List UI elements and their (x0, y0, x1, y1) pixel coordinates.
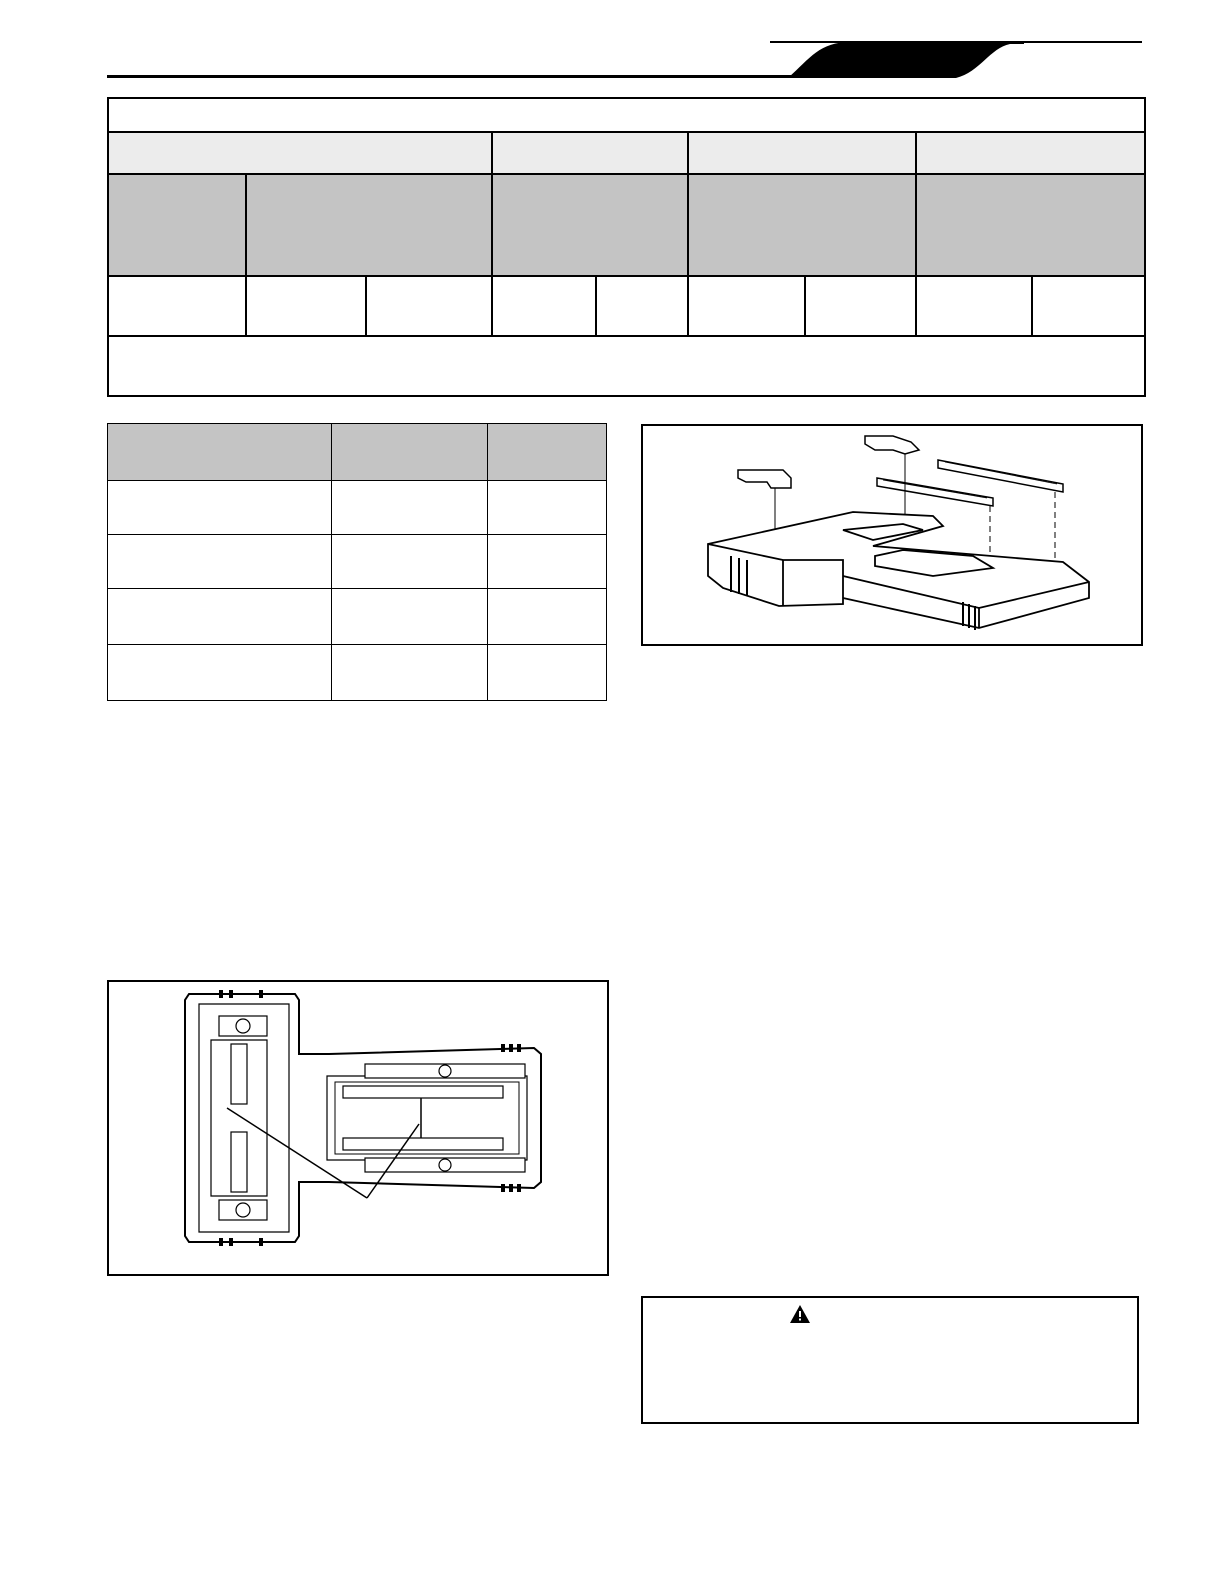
table-cell (366, 276, 492, 336)
column-header (492, 174, 688, 276)
group-header (916, 132, 1145, 174)
table-cell (332, 645, 488, 701)
table-cell (688, 276, 805, 336)
table-cell (488, 535, 607, 589)
table-cell (488, 645, 607, 701)
table-cell (916, 276, 1032, 336)
parts-table (107, 423, 607, 701)
group-header (492, 132, 688, 174)
table-cell (1032, 276, 1145, 336)
table-cell (332, 589, 488, 645)
table-row (108, 481, 607, 535)
warning-triangle-icon (789, 1304, 811, 1324)
column-header (108, 424, 332, 481)
table-row (108, 535, 607, 589)
table-cell (108, 276, 246, 336)
column-header (488, 424, 607, 481)
table-row (108, 645, 607, 701)
table-cell (492, 276, 596, 336)
table-cell (488, 481, 607, 535)
table-cell (108, 589, 332, 645)
table-cell (596, 276, 688, 336)
table-cell (246, 276, 366, 336)
column-header (688, 174, 916, 276)
header-tab-icon (780, 38, 1025, 80)
column-header (108, 174, 246, 276)
column-header (916, 174, 1145, 276)
table-note (108, 336, 1145, 396)
header-rule (107, 75, 807, 78)
base-top-view-drawing-icon (109, 982, 607, 1274)
specifications-table (107, 97, 1146, 397)
base-exploded-drawing-icon (643, 426, 1141, 644)
table-cell (332, 481, 488, 535)
table-cell (488, 589, 607, 645)
table-cell (108, 645, 332, 701)
table-cell (108, 481, 332, 535)
group-header (108, 132, 492, 174)
column-header (246, 174, 492, 276)
table-title (108, 98, 1145, 132)
table-cell (332, 535, 488, 589)
warning-box (641, 1296, 1139, 1424)
group-header (688, 132, 916, 174)
figure-top-view (107, 980, 609, 1276)
figure-exploded-view (641, 424, 1143, 646)
table-row (108, 589, 607, 645)
table-cell (805, 276, 916, 336)
column-header (332, 424, 488, 481)
table-cell (108, 535, 332, 589)
